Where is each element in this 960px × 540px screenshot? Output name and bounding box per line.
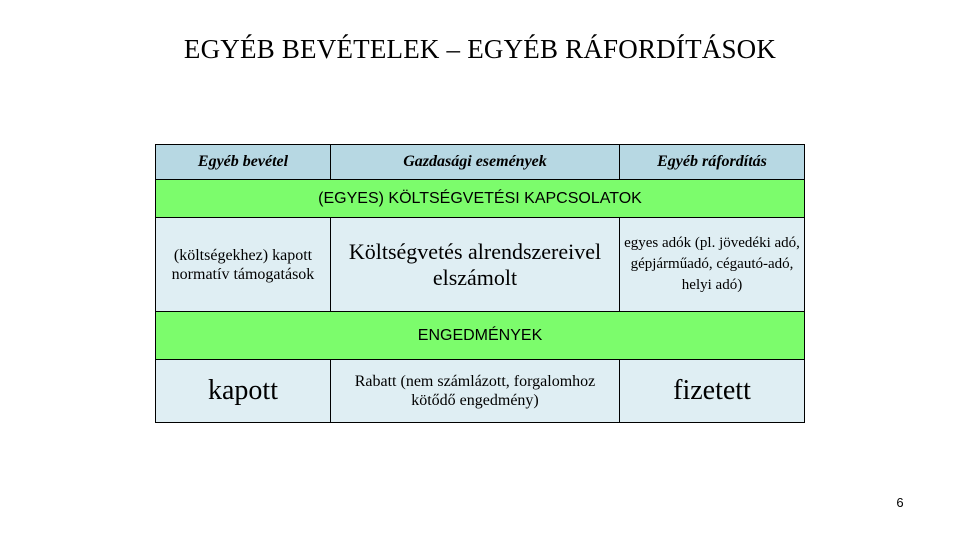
band-row-discounts (156, 312, 805, 360)
slide-title: EGYÉB BEVÉTELEK – EGYÉB RÁFORDÍTÁSOK (183, 34, 777, 64)
cell-rebate: Rabatt (nem számlázott, forgalomhoz kötődő engedmény) (331, 360, 620, 423)
header-other-expense: Egyéb ráfordítás (620, 145, 805, 180)
cell-normative-subsidies: (költségekhez) kapott normatív támogatások (156, 218, 331, 312)
band-row-budget-relations (156, 180, 805, 218)
header-other-income: Egyéb bevétel (156, 145, 331, 180)
income-expense-table (155, 144, 805, 423)
table-row-budget (156, 218, 805, 312)
cell-paid: fizetett (620, 360, 805, 423)
cell-received: kapott (156, 360, 331, 423)
band-discounts: ENGEDMÉNYEK (156, 312, 805, 360)
table-row-discounts (156, 360, 805, 423)
page-number: 6 (896, 495, 904, 510)
cell-budget-settlement: Költségvetés alrendszereivel elszámolt (331, 218, 620, 312)
table-header-row (156, 145, 805, 180)
band-budget-relations: (EGYES) KÖLTSÉGVETÉSI KAPCSOLATOK (156, 180, 805, 218)
cell-certain-taxes: egyes adók (pl. jövedéki adó, gépjárműadó, cégautó-adó, helyi adó) (620, 218, 805, 312)
header-economic-events: Gazdasági események (331, 145, 620, 180)
